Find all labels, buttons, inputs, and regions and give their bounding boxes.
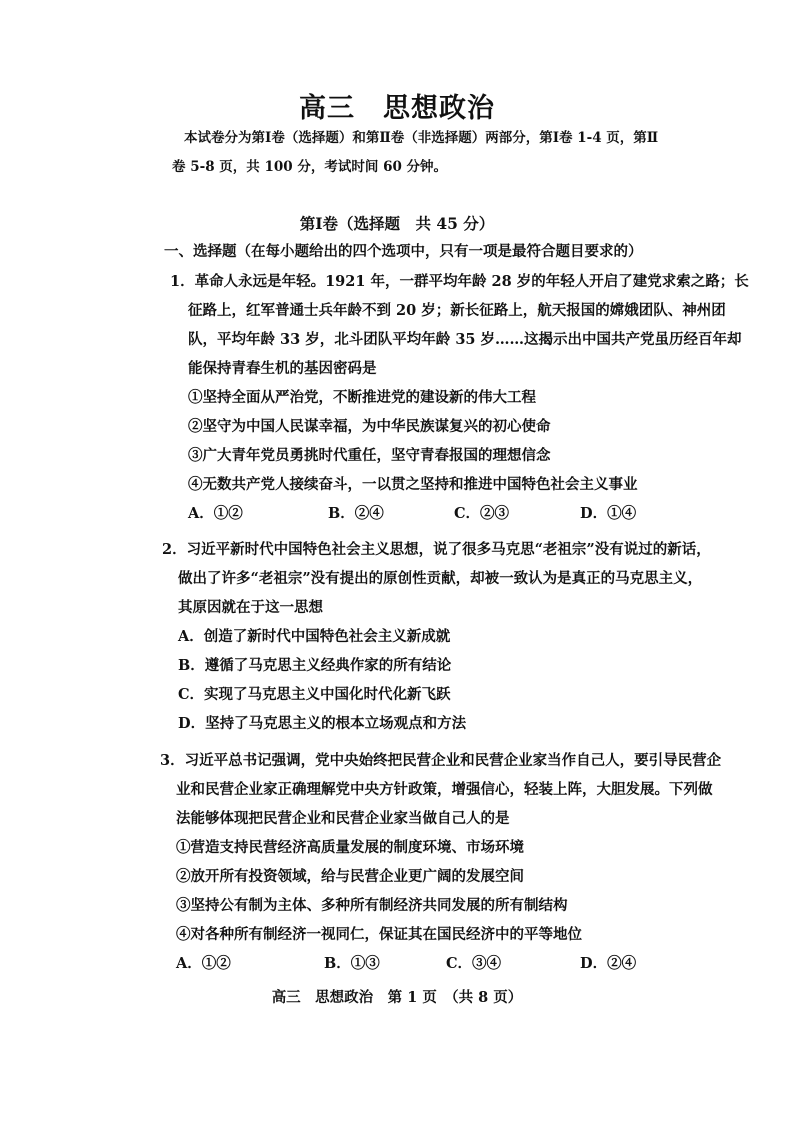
- question-1-options: [170, 499, 749, 528]
- part-heading: 一、选择题（在每小题给出的四个选项中，只有一项是最符合题目要求的）: [164, 243, 643, 260]
- question-1-stem-line: 能保持青春生机的基因密码是: [188, 360, 377, 377]
- question-1-stem-line: 队，平均年龄 33 岁，北斗团队平均年龄 35 岁……这揭示出中国共产党虽历经百年却: [188, 331, 742, 348]
- option-d: D．①④: [580, 505, 637, 522]
- page-footer: 高三 思想政治 第 1 页 （共 8 页）: [271, 989, 523, 1006]
- option-b: B．②④: [328, 505, 384, 522]
- option-a: A．①②: [176, 955, 231, 972]
- option-b: B．①③: [324, 955, 380, 972]
- instructions-line-2: 卷 5-8 页，共 100 分，考试时间 60 分钟。: [172, 159, 448, 175]
- option-c: C．实现了马克思主义中国化时代化新飞跃: [178, 686, 451, 703]
- question-3-statement: ④对各种所有制经济一视同仁，保证其在国民经济中的平等地位: [176, 926, 582, 943]
- question-1-stem-line: 征路上，红军普通士兵年龄不到 20 岁；新长征路上，航天报国的嫦娥团队、神州团: [188, 302, 726, 319]
- exam-instructions: [172, 124, 769, 182]
- question-3-statement: ①营造支持民营经济高质量发展的制度环境、市场环境: [176, 839, 524, 856]
- option-c: C．②③: [454, 505, 510, 522]
- question-1-stem-line: 1．革命人永远是年轻。1921 年，一群平均年龄 28 岁的年轻人开启了建党求索之路；长: [170, 273, 749, 290]
- question-3-stem-line: 业和民营企业家正确理解党中央方针政策，增强信心，轻装上阵，大胆发展。下列做: [176, 781, 713, 798]
- question-3-stem-line: 法能够体现把民营企业和民营企业家当做自己人的是: [176, 810, 510, 827]
- option-b: B．遵循了马克思主义经典作家的所有结论: [178, 657, 452, 674]
- question-3-statement: ③坚持公有制为主体、多种所有制经济共同发展的所有制结构: [176, 897, 568, 914]
- exam-title: 高三 思想政治: [299, 93, 495, 124]
- option-a: A．创造了新时代中国特色社会主义新成就: [178, 628, 451, 645]
- instructions-line-1: 本试卷分为第Ⅰ卷（选择题）和第Ⅱ卷（非选择题）两部分，第Ⅰ卷 1-4 页，第Ⅱ: [184, 130, 659, 146]
- question-3-options: [160, 949, 721, 978]
- question-1-statement: ①坚持全面从严治党，不断推进党的建设新的伟大工程: [188, 389, 536, 406]
- section-heading: 第Ⅰ卷（选择题 共 45 分）: [299, 214, 495, 233]
- question-3-statement: ②放开所有投资领域，给与民营企业更广阔的发展空间: [176, 868, 524, 885]
- question-2-stem-line: 其原因就在于这一思想: [178, 599, 323, 616]
- question-3-stem-line: 3．习近平总书记强调，党中央始终把民营企业和民营企业家当作自己人，要引导民营企: [160, 752, 722, 769]
- option-d: D．坚持了马克思主义的根本立场观点和方法: [178, 715, 467, 732]
- option-c: C．③④: [446, 955, 502, 972]
- question-2: [162, 535, 711, 738]
- question-1-statement: ③广大青年党员勇挑时代重任，坚守青春报国的理想信念: [188, 447, 551, 464]
- question-3: [160, 746, 721, 978]
- question-1-statement: ②坚守为中国人民谋幸福，为中华民族谋复兴的初心使命: [188, 418, 551, 435]
- option-a: A．①②: [188, 505, 243, 522]
- question-2-stem-line: 做出了许多“老祖宗”没有提出的原创性贡献，却被一致认为是真正的马克思主义，: [178, 570, 703, 587]
- question-1: [170, 267, 749, 528]
- question-2-stem-line: 2．习近平新时代中国特色社会主义思想，说了很多马克思“老祖宗”没有说过的新话，: [162, 541, 711, 558]
- option-d: D．②④: [580, 955, 637, 972]
- question-1-statement: ④无数共产党人接续奋斗，一以贯之坚持和推进中国特色社会主义事业: [188, 476, 638, 493]
